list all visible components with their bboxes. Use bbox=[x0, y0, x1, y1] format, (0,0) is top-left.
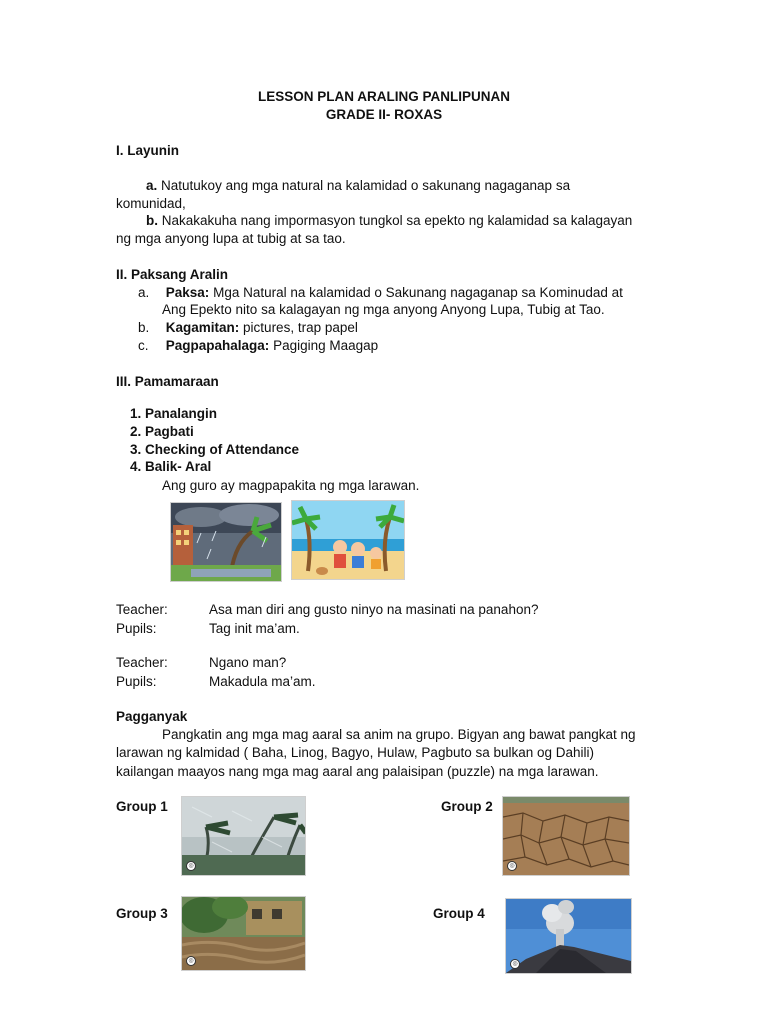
flood-image bbox=[181, 896, 306, 971]
layunin-b-text-cont: ng mga anyong lupa at tubig at sa tao. bbox=[116, 231, 346, 246]
layunin-b-text: Nakakakuha nang impormasyon tungkol sa epekto ng kalamidad sa kalagayan bbox=[161, 213, 633, 228]
camera-icon: ◎ bbox=[186, 861, 196, 871]
paksang-aralin-heading: II. Paksang Aralin bbox=[116, 267, 229, 282]
pagganyak-text: larawan ng kalmidad ( Baha, Linog, Bagyo, Hulaw, Pagbuto sa bulkan og Dahili) bbox=[116, 745, 595, 760]
layunin-b-marker: b. bbox=[146, 213, 158, 228]
layunin-a-text-cont: komunidad, bbox=[116, 196, 186, 211]
layunin-heading: I. Layunin bbox=[116, 143, 180, 158]
paksa-label: Paksa: bbox=[165, 285, 210, 300]
step-panalangin: 1. Panalangin bbox=[130, 406, 218, 421]
layunin-a bbox=[146, 177, 570, 195]
step-balik-aral: 4. Balik- Aral bbox=[130, 459, 212, 474]
list-marker: b. bbox=[138, 320, 150, 335]
group-label: Group 1 bbox=[116, 799, 168, 814]
dialogue-line: Tag init ma’am. bbox=[209, 621, 300, 636]
sunny-beach-image bbox=[291, 500, 405, 580]
drought-image bbox=[502, 796, 630, 876]
dialogue-speaker: Pupils: bbox=[116, 621, 157, 636]
document-subtitle: GRADE II- ROXAS bbox=[325, 107, 443, 122]
dialogue-speaker: Teacher: bbox=[116, 602, 168, 617]
pagpapahalaga-text: Pagiging Maagap bbox=[273, 338, 379, 353]
dialogue-line: Makadula ma’am. bbox=[209, 674, 316, 689]
layunin-a-marker: a. bbox=[146, 178, 158, 193]
list-marker: a. bbox=[138, 285, 150, 300]
kagamitan-text: pictures, trap papel bbox=[243, 320, 358, 335]
rainy-storm-image bbox=[170, 502, 282, 582]
camera-icon: ◎ bbox=[186, 956, 196, 966]
camera-icon: ◎ bbox=[510, 959, 520, 969]
dialogue-line: Ngano man? bbox=[209, 655, 287, 670]
list-marker: c. bbox=[138, 338, 149, 353]
kagamitan-label: Kagamitan: bbox=[165, 320, 240, 335]
balik-aral-note: Ang guro ay magpapakita ng mga larawan. bbox=[162, 478, 420, 493]
paksa-item bbox=[138, 284, 623, 302]
dialogue-speaker: Teacher: bbox=[116, 655, 168, 670]
pagpapahalaga-label: Pagpapahalaga: bbox=[165, 338, 270, 353]
pamamaraan-heading: III. Pamamaraan bbox=[116, 374, 219, 389]
pagganyak-text: Pangkatin ang mga mag aaral sa anim na grupo. Bigyan ang bawat pangkat ng bbox=[162, 727, 636, 742]
group-label: Group 4 bbox=[433, 906, 485, 921]
group-label: Group 3 bbox=[116, 906, 168, 921]
pagganyak-text: kailangan maayos nang mga mag aaral ang palaisipan (puzzle) na mga larawan. bbox=[116, 764, 599, 779]
kagamitan-item bbox=[138, 319, 358, 337]
typhoon-image bbox=[181, 796, 306, 876]
group-label: Group 2 bbox=[441, 799, 493, 814]
dialogue-speaker: Pupils: bbox=[116, 674, 157, 689]
step-pagbati: 2. Pagbati bbox=[130, 424, 194, 439]
document-title: LESSON PLAN ARALING PANLIPUNAN bbox=[257, 89, 510, 104]
layunin-a-text: Natutukoy ang mga natural na kalamidad o sakunang nagaganap sa bbox=[161, 178, 571, 193]
paksa-text: Mga Natural na kalamidad o Sakunang nagaganap sa Kominudad at bbox=[213, 285, 623, 300]
volcano-image bbox=[505, 898, 632, 974]
pagganyak-heading: Pagganyak bbox=[116, 709, 188, 724]
paksa-text-cont: Ang Epekto nito sa kalagayan ng mga anyong Anyong Lupa, Tubig at Tao. bbox=[162, 302, 605, 317]
pagpapahalaga-item bbox=[138, 337, 378, 355]
dialogue-line: Asa man diri ang gusto ninyo na masinati na panahon? bbox=[209, 602, 539, 617]
camera-icon: ◎ bbox=[507, 861, 517, 871]
step-attendance: 3. Checking of Attendance bbox=[130, 442, 300, 457]
layunin-b bbox=[146, 212, 632, 230]
